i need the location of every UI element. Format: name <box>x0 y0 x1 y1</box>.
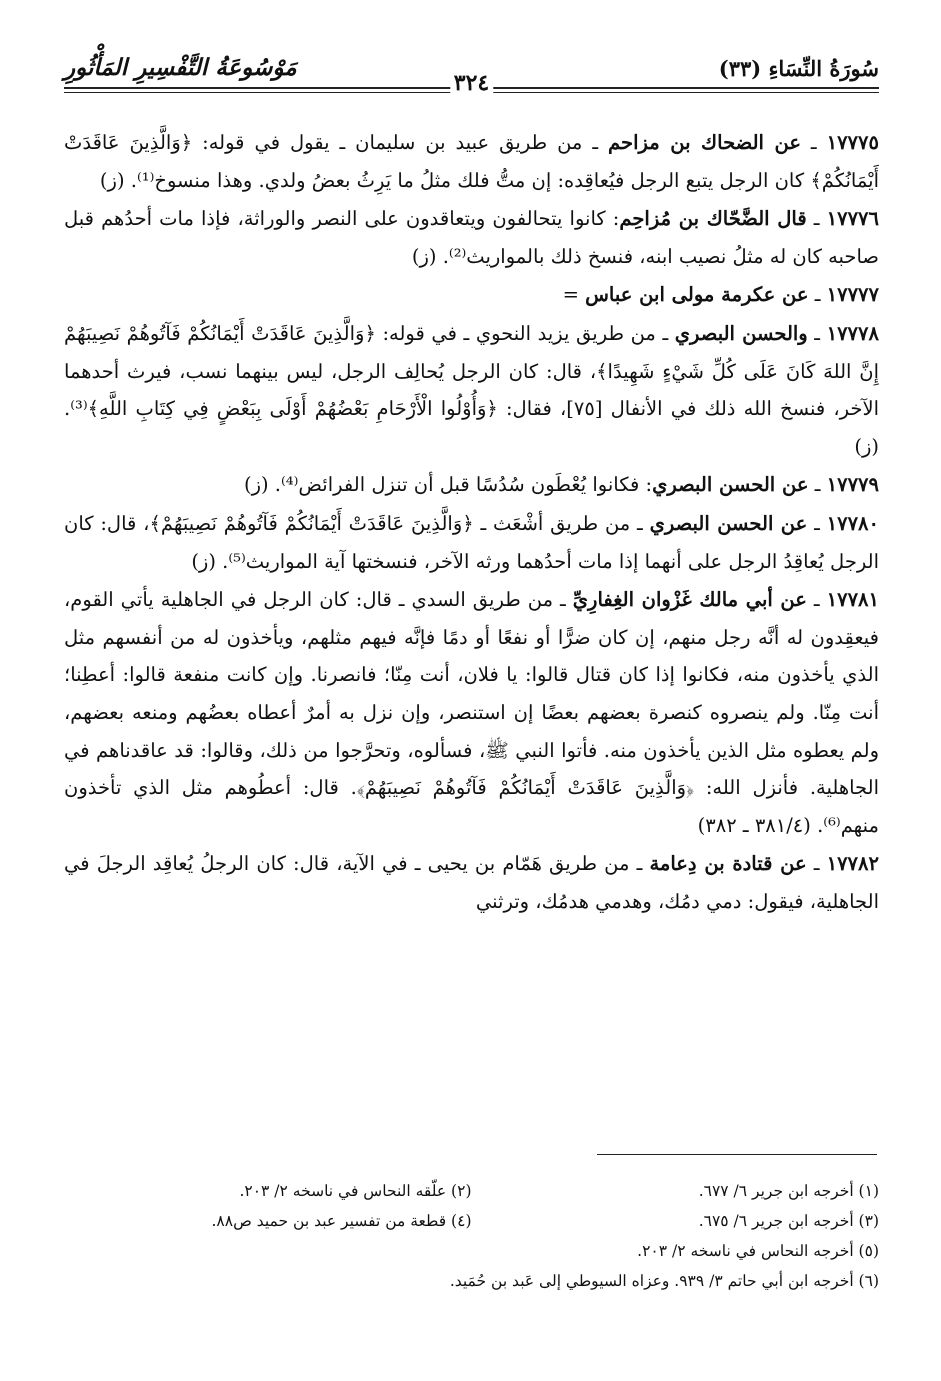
footnote-4: (٤) قطعة من تفسير عبد بن حميد ص٨٨. <box>211 1212 472 1230</box>
footnotes <box>64 1176 879 1296</box>
book-title: مَوْسُوعَةُ التَّفْسِيرِ المَأْثُورِ <box>64 54 297 81</box>
entry-text: : فكانوا يُعْطَون سُدُسًا قبل أن تنزل الفرائض⁽⁴⁾. (ز) <box>243 473 653 497</box>
footnote-1: (١) أخرجه ابن جرير ٦/ ٦٧٧. <box>698 1182 879 1200</box>
footnote-row <box>64 1206 879 1236</box>
entry-text: ـ من طريق السدي ـ قال: كان الرجل في الجاهلية يأتي القوم، فيعقِدون له أنَّه رجل منهم، إن كان ضرًّا أو نفعًا أو دمًا فإنَّه فيهم مثلهم، ويأخذون له من أنفسهم مثل الذي يأخذون منه، فكانوا إذا كان قتال قالوا: يا فلان، أنت مِنّا؛ فانصرنا. وإن كانت منفعة قالوا: أعطِنا؛ أنت مِنّا. ولم ينصروه كنصرة بعضهم بعضًا إن استنصر، وإن نزل به أمرٌ أعطاه بعضُهم ومنعه بعضهم، ولم يعطوه مثل الذين يأخذون منه. فأتوا النبي ﷺ، فسألوه، وتحرَّجوا من ذلك، وقالوا: قد عاقدناهم في الجاهلية. فأنزل الله: ﴿وَالَّذِينَ عَاقَدَتْ أَيْمَانُكُمْ فَآتُوهُمْ نَصِيبَهُمْ﴾. قال: أعطُوهم مثل الذي تأخذون منهم⁽⁶⁾. (٣٨١/٤ ـ ٣٨٢) <box>64 588 879 837</box>
entry-17782: ١٧٧٨٢ ـ عن قتادة بن دِعامة ـ من طريق هَمّام بن يحيى ـ في الآية، قال: كان الرجلُ يُعاقِد الرجلَ في الجاهلية، فيقول: دمي دمُك، وهدمي هدمُك، وترثني <box>64 852 879 913</box>
entry-number: ١٧٧٧٥ <box>826 131 879 154</box>
entry-number: ١٧٧٨٢ <box>826 852 879 876</box>
entry-narrator: والحسن البصري <box>674 321 808 345</box>
entry-narrator: قال الضَّحّاك بن مُزاحِم <box>619 207 807 231</box>
footnote-2: (٢) علّقه النحاس في ناسخه ٢/ ٢٠٣. <box>239 1182 472 1200</box>
entry-number: ١٧٧٧٦ <box>826 207 880 231</box>
entry-narrator: عن الحسن البصري <box>649 511 808 535</box>
footnote-3: (٣) أخرجه ابن جرير ٦/ ٦٧٥. <box>698 1212 879 1230</box>
entry-number: ١٧٧٧٨ <box>826 321 879 345</box>
entry-17775: ١٧٧٧٥ ـ عن الضحاك بن مزاحم ـ من طريق عبيد بن سليمان ـ يقول في قوله: ﴿وَالَّذِينَ عَاقَدَتْ أَيْمَانُكُمْ﴾ كان الرجل يتبع الرجل فيُعاقِده: إن متُّ فلك مثلُ ما يَرِثُ بعضُ ولدي. وهذا منسوخ⁽¹⁾. (ز) <box>64 131 879 192</box>
entry-narrator: عن الضحاك بن مزاحم <box>608 131 801 154</box>
entry-text: ـ من طريق أشْعَث ـ ﴿وَالَّذِينَ عَاقَدَتْ أَيْمَانُكُمْ فَآتُوهُمْ نَصِيبَهُمْ﴾، قال: كان الرجل يُعاقِدُ الرجل على أنهما إذا مات أحدُهما ورثه الآخر، فنسختها آية المواريث⁽⁵⁾. (ز) <box>64 511 879 573</box>
footnote-5: (٥) أخرجه النحاس في ناسخه ٢/ ٢٠٣. <box>637 1242 879 1260</box>
entry-text: ـ من طريق عبيد بن سليمان ـ يقول في قوله: ﴿وَالَّذِينَ عَاقَدَتْ أَيْمَانُكُمْ﴾ كان الرجل يتبع الرجل فيُعاقِده: إن متُّ فلك مثلُ ما يَرِثُ بعضُ ولدي. وهذا منسوخ⁽¹⁾. (ز) <box>64 131 879 192</box>
entry-number: ١٧٧٧٩ <box>826 473 879 497</box>
entry-number: ١٧٧٨٠ <box>826 511 879 535</box>
entry-narrator: عن الحسن البصري <box>652 473 809 497</box>
entry-number: ١٧٧٧٧ <box>826 283 879 307</box>
page-header <box>64 52 879 100</box>
entry-number: ١٧٧٨١ <box>826 588 879 612</box>
entry-17778: ١٧٧٧٨ ـ والحسن البصري ـ من طريق يزيد النحوي ـ في قوله: ﴿وَالَّذِينَ عَاقَدَتْ أَيْمَانُكُمْ فَآتُوهُمْ نَصِيبَهُمْ إِنَّ اللهَ كَانَ عَلَى كُلِّ شَيْءٍ شَهِيدًا﴾، قال: كان الرجل يُحالِف الرجل، ليس بينهما نسب، فيرث أحدهما الآخر، فنسخ الله ذلك في الأنفال [٧٥]، فقال: ﴿وَأُوْلُوا الْأَرْحَامِ بَعْضُهُمْ أَوْلَى بِبَعْضٍ فِي كِتَابِ اللَّهِ﴾⁽³⁾. (ز) <box>64 321 880 458</box>
entry-17776: ١٧٧٧٦ ـ قال الضَّحّاك بن مُزاحِم: كانوا يتحالفون ويتعاقدون على النصر والوراثة، فإذا مات أحدُهم قبل صاحبه كان له مثلُ نصيب ابنه، فنسخ ذلك بالمواريث⁽²⁾. (ز) <box>64 207 880 268</box>
entry-narrator: عن أبي مالك غَزْوان الغِفارِيِّ <box>572 588 807 612</box>
entry-narrator: عن عكرمة مولى ابن عباس <box>585 283 809 307</box>
footnote-6: (٦) أخرجه ابن أبي حاتم ٣/ ٩٣٩. وعزاه السيوطي إلى عَبد بن حُمَيد. <box>449 1272 879 1290</box>
surah-title: سُورَةُ النِّسَاءِ (٣٣) <box>718 56 879 81</box>
entry-text: ـ من طريق هَمّام بن يحيى ـ في الآية، قال: كان الرجلُ يُعاقِد الرجلَ في الجاهلية، فيقول: دمي دمُك، وهدمي هدمُك، وترثني <box>64 852 879 913</box>
entry-text: ـ من طريق يزيد النحوي ـ في قوله: ﴿وَالَّذِينَ عَاقَدَتْ أَيْمَانُكُمْ فَآتُوهُمْ نَصِيبَهُمْ إِنَّ اللهَ كَانَ عَلَى كُلِّ شَيْءٍ شَهِيدًا﴾، قال: كان الرجل يُحالِف الرجل، ليس بينهما نسب، فيرث أحدهما الآخر، فنسخ الله ذلك في الأنفال [٧٥]، فقال: ﴿وَأُوْلُوا الْأَرْحَامِ بَعْضُهُمْ أَوْلَى بِبَعْضٍ فِي كِتَابِ اللَّهِ﴾⁽³⁾. (ز) <box>64 321 880 458</box>
entry-17780: ١٧٧٨٠ ـ عن الحسن البصري ـ من طريق أشْعَث ـ ﴿وَالَّذِينَ عَاقَدَتْ أَيْمَانُكُمْ فَآتُوهُمْ نَصِيبَهُمْ﴾، قال: كان الرجل يُعاقِدُ الرجل على أنهما إذا مات أحدُهما ورثه الآخر، فنسختها آية المواريث⁽⁵⁾. (ز) <box>64 511 879 573</box>
entry-17781: ١٧٧٨١ ـ عن أبي مالك غَزْوان الغِفارِيِّ ـ من طريق السدي ـ قال: كان الرجل في الجاهلية يأتي القوم، فيعقِدون له أنَّه رجل منهم، إن كان ضرًّا أو نفعًا أو دمًا فإنَّه فيهم مثلهم، ويأخذون له من أنفسهم مثل الذي يأخذون منه، فكانوا إذا كان قتال قالوا: يا فلان، أنت مِنّا؛ فانصرنا. وإن كانت منفعة قالوا: أعطِنا؛ أنت مِنّا. ولم ينصروه كنصرة بعضهم بعضًا إن استنصر، وإن نزل به أمرٌ أعطاه بعضُهم ومنعه بعضهم، ولم يعطوه مثل الذين يأخذون منه. فأتوا النبي ﷺ، فسألوه، وتحرَّجوا من ذلك، وقالوا: قد عاقدناهم في الجاهلية. فأنزل الله: ﴿وَالَّذِينَ عَاقَدَتْ أَيْمَانُكُمْ فَآتُوهُمْ نَصِيبَهُمْ﴾. قال: أعطُوهم مثل الذي تأخذون منهم⁽⁶⁾. (٣٨١/٤ ـ ٣٨٢) <box>64 588 879 837</box>
footnote-row <box>64 1176 879 1206</box>
entry-text: = <box>562 283 579 307</box>
entry-text: : كانوا يتحالفون ويتعاقدون على النصر والوراثة، فإذا مات أحدُهم قبل صاحبه كان له مثلُ نصيب ابنه، فنسخ ذلك بالمواريث⁽²⁾. (ز) <box>64 207 879 268</box>
entry-17777: ١٧٧٧٧ ـ عن عكرمة مولى ابن عباس = <box>562 283 879 307</box>
footnote-separator <box>597 1154 877 1155</box>
entry-narrator: عن قتادة بن دِعامة <box>649 852 807 876</box>
entry-17779: ١٧٧٧٩ ـ عن الحسن البصري: فكانوا يُعْطَون سُدُسًا قبل أن تنزل الفرائض⁽⁴⁾. (ز) <box>243 473 879 497</box>
page-number: ٣٢٤ <box>450 70 493 96</box>
main-text <box>64 124 879 921</box>
